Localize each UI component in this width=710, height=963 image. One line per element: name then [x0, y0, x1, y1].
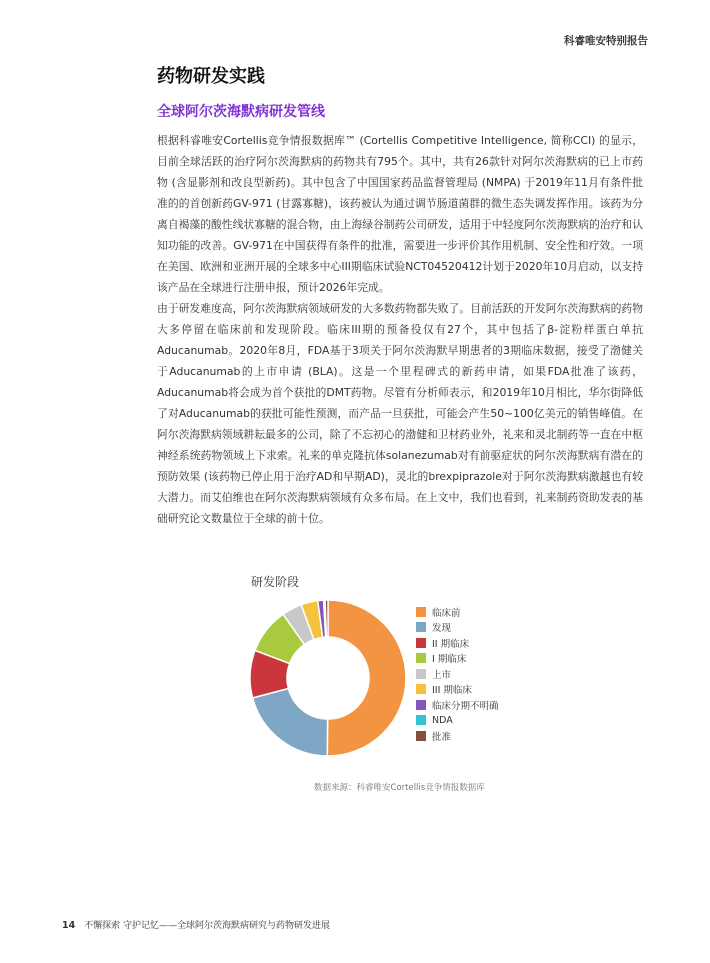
page-title: 药物研发实践 [157, 66, 265, 87]
report-tag: 科睿唯安特别报告 [564, 35, 648, 47]
legend-label: NDA [432, 714, 453, 726]
legend-item [416, 682, 499, 698]
donut-slice-2 [253, 688, 328, 756]
legend-item [416, 635, 499, 651]
legend-item [416, 604, 499, 620]
legend-swatch [416, 622, 426, 632]
legend-label: 上市 [432, 669, 452, 681]
legend-label: 临床前 [432, 607, 461, 619]
legend-item [416, 620, 499, 636]
section-title: 全球阿尔茨海默病研发管线 [157, 104, 325, 120]
legend-item [416, 728, 499, 744]
legend-item [416, 713, 499, 729]
footer-text: 不懈探索 守护记忆——全球阿尔茨海默病研究与药物研发进展 [84, 921, 330, 931]
legend-swatch [416, 638, 426, 648]
legend-swatch [416, 700, 426, 710]
legend-swatch [416, 731, 426, 741]
donut-chart [244, 594, 412, 762]
legend-swatch [416, 653, 426, 663]
legend-label: I 期临床 [432, 654, 467, 666]
page-number: 14 [62, 920, 76, 931]
legend-label: II 期临床 [432, 638, 470, 650]
legend-item [416, 697, 499, 713]
legend-swatch [416, 715, 426, 725]
legend-swatch [416, 607, 426, 617]
donut-slice-9 [325, 600, 328, 637]
body-paragraph-1: 根据科睿唯安Cortellis竞争情报数据库™ (Cortellis Competitive Intelligence, 简称CCI) 的显示，目前全球活跃的治疗阿尔茨海默病的药物共有795个。其中，共有26款针对阿尔茨海默病的已上市药物 (含显影剂和改良型新药)。其中包含了中国国家药品监督管理局 (NMPA) 于2019年11月有条件批准的的首创新药GV-971 (甘露寡糖)，该药被认为通过调节肠道菌群的微生态失调发挥作用。该药为分离自褐藻的酸性线状寡糖的混合物，由上海绿谷制药公司研发，适用于中轻度阿尔茨海默病的治疗和认知功能的改善。GV-971在中国获得有条件的批准，需要进一步评价其作用机制、安全性和疗效。一项在美国、欧洲和亚洲开展的全球多中心III期临床试验NCT04520412计划于2020年10月启动，以支持该产品在全球进行注册申报，预计2026年完成。 [157, 134, 643, 294]
legend-item [416, 666, 499, 682]
source-note: 数据来源：科睿唯安Cortellis竞争情报数据库 [314, 783, 485, 793]
legend-label: 临床分期不明确 [432, 700, 499, 712]
donut-slice-1 [327, 600, 406, 756]
page-footer [62, 918, 330, 931]
legend-swatch [416, 669, 426, 679]
legend-label: 发现 [432, 623, 452, 635]
legend-swatch [416, 684, 426, 694]
body-paragraph-2: 由于研发难度高，阿尔茨海默病领域研发的大多数药物都失败了。目前活跃的开发阿尔茨海默病的药物大多停留在临床前和发现阶段。临床III期的预备役仅有27个，其中包括了β-淀粉样蛋白单抗Aducanumab。2020年8月，FDA基于3项关于阿尔茨海默早期患者的3期临床数据，接受了渤健关于Aducanumab的上市申请 (BLA)。这是一个里程碑式的新药申请，如果FDA批准了该药，Aducanumab将会成为首个获批的DMT药物。尽管有分析师表示，和2019年10月相比，华尔街降低了对Aducanumab的获批可能性预测，而产品一旦获批，可能会产生50~100亿美元的销售峰值。在阿尔茨海默病领域耕耘最多的公司，除了不忘初心的渤健和卫材药业外，礼来和灵北制药等一直在中枢神经系统药物领域上下求索。礼来的单克隆抗体solanezumab对有前驱症状的阿尔茨海默病有潜在的预防效果 (该药物已停止用于治疗AD和早期AD)，灵北的brexpiprazole对于阿尔茨海默病激越也有较大潜力。而艾伯维也在阿尔茨海默病领域有众多布局。在上文中，我们也看到，礼来制药资助发表的基础研究论文数量位于全球的前十位。 [157, 302, 643, 525]
legend-item [416, 651, 499, 667]
legend-label: 批准 [432, 731, 452, 743]
chart-legend [416, 604, 499, 744]
legend-label: III 期临床 [432, 685, 472, 697]
chart-title: 研发阶段 [251, 575, 300, 589]
